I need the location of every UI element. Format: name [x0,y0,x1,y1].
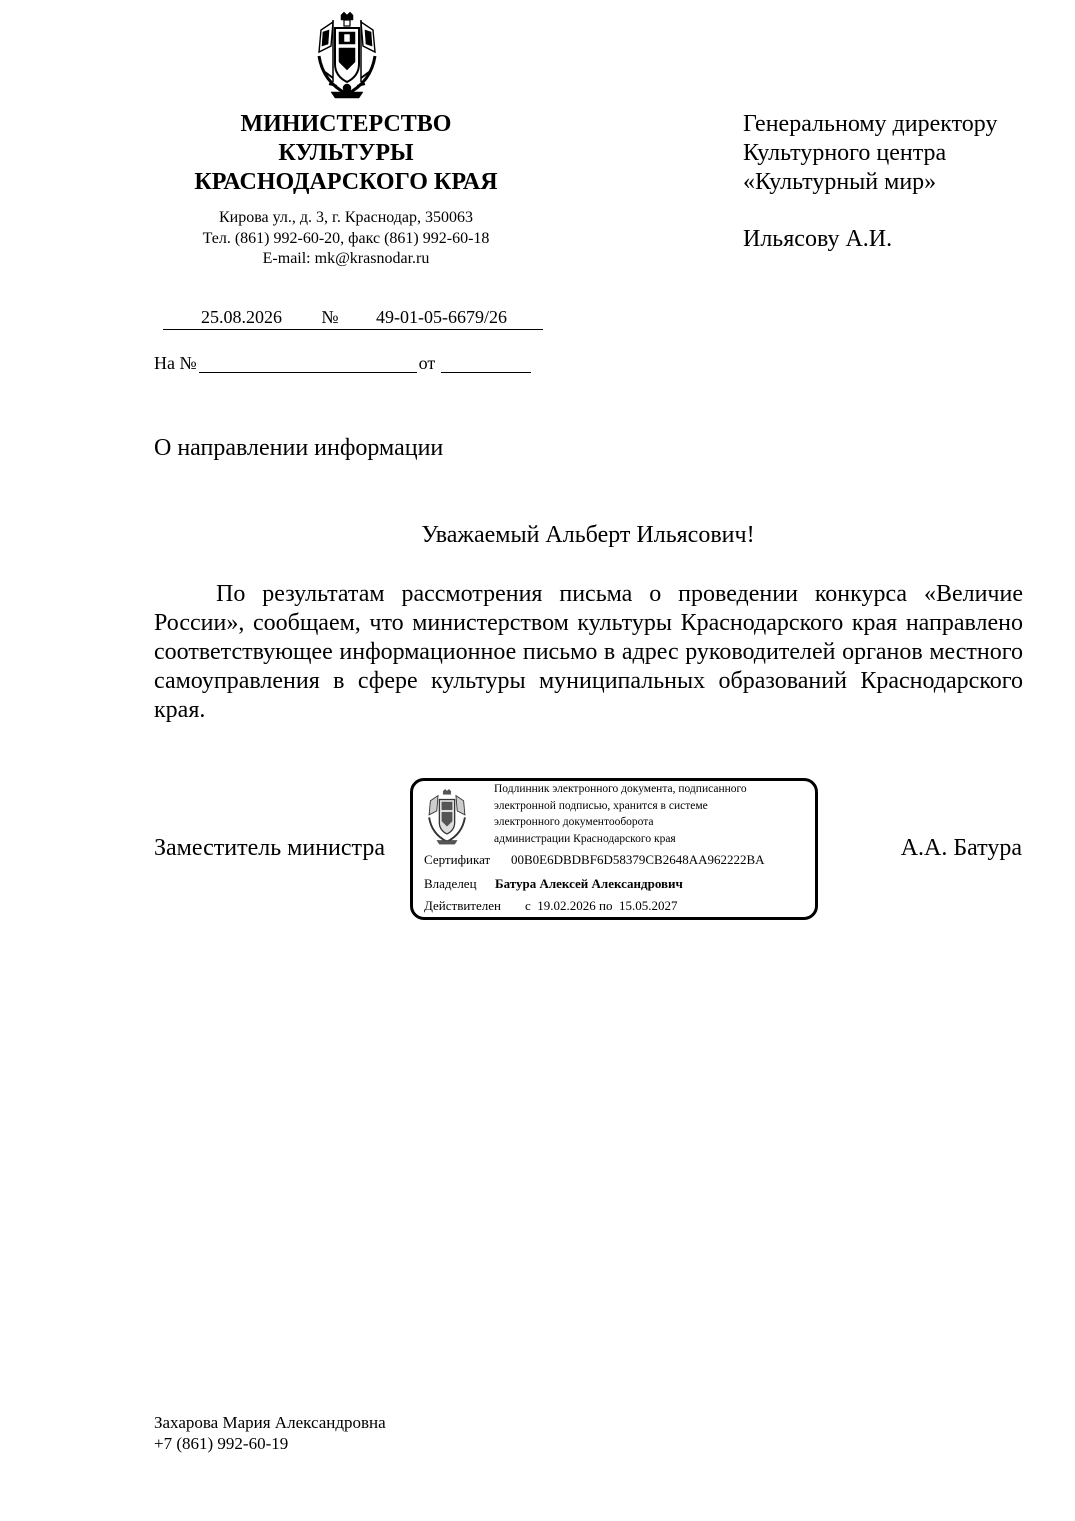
reference-date-blank [441,354,531,373]
ministry-address: Кирова ул., д. 3, г. Краснодар, 350063 [218,209,474,226]
stamp-valid-to-label: по [599,898,613,913]
stamp-owner-row [424,876,683,892]
ministry-name-line: КРАСНОДАРСКОГО КРАЯ [194,169,498,195]
stamp-owner-value: Батура Алексей Александрович [495,876,683,891]
ministry-phone: Тел. (861) 992-60-20, факс (861) 992-60-18 [202,229,490,247]
reference-line [154,351,531,375]
stamp-header-line: администрации Краснодарского края [494,832,676,845]
registration-number-sign: № [320,305,340,330]
salutation: Уважаемый Альберт Ильясович! [421,522,755,548]
stamp-certificate-value: 00B0E6DBDBF6D58379CB2648AA962222BA [511,852,765,867]
reference-number-blank [199,354,417,373]
stamp-valid-from: 19.02.2026 [537,898,596,913]
registration-date: 25.08.2026 [163,305,320,330]
executor-phone: +7 (861) 992-60-19 [154,1434,289,1453]
ministry-email: E-mail: mk@krasnodar.ru [262,250,430,267]
coat-of-arms-icon [311,12,383,102]
stamp-header-line: электронной подписью, хранится в системе [494,799,708,812]
stamp-valid-to: 15.05.2027 [619,898,678,913]
recipient-line: Культурного центра [743,140,947,166]
ministry-name [150,110,542,197]
signatory-title: Заместитель министра [154,835,385,861]
executor-block [154,1412,386,1454]
recipient-name: Ильясову А.И. [743,226,893,252]
reference-from-label: от [418,353,436,373]
letter-body: По результатам рассмотрения письма о проведении конкурса «Величие России», сообщаем, что министерством культуры Краснодарского края направлено соответствующее информационное письмо в адрес руководителей органов местного самоуправления в сфере культуры муниципальных образований Краснодарского края. [154,581,1023,723]
stamp-owner-label: Владелец [424,876,477,891]
ministry-name-line: МИНИСТЕРСТВО [240,111,452,137]
reference-prefix: На № [154,353,197,373]
stamp-coat-of-arms-icon [424,789,470,847]
stamp-header [494,781,814,847]
stamp-header-line: Подлинник электронного документа, подписанного [494,783,747,795]
recipient-block [743,110,1063,254]
ministry-name-line: КУЛЬТУРЫ [278,140,414,166]
recipient-line: Генеральному директору [743,111,998,137]
signatory-name: А.А. Батура [900,835,1022,861]
ministry-contacts [150,208,542,270]
stamp-valid-label: Действителен [424,898,501,913]
stamp-certificate-label: Сертификат [424,852,491,867]
registration-line [163,305,543,329]
stamp-valid-from-label: с [525,898,531,913]
recipient-line: «Культурный мир» [743,169,937,195]
stamp-certificate-row [424,852,765,868]
stamp-validity-row [424,898,678,914]
stamp-header-line: электронного документооборота [494,816,654,828]
registration-number: 49-01-05-6679/26 [340,305,543,330]
letter-subject: О направлении информации [154,435,444,461]
e-signature-stamp [410,778,818,920]
executor-name: Захарова Мария Александровна [154,1413,386,1432]
